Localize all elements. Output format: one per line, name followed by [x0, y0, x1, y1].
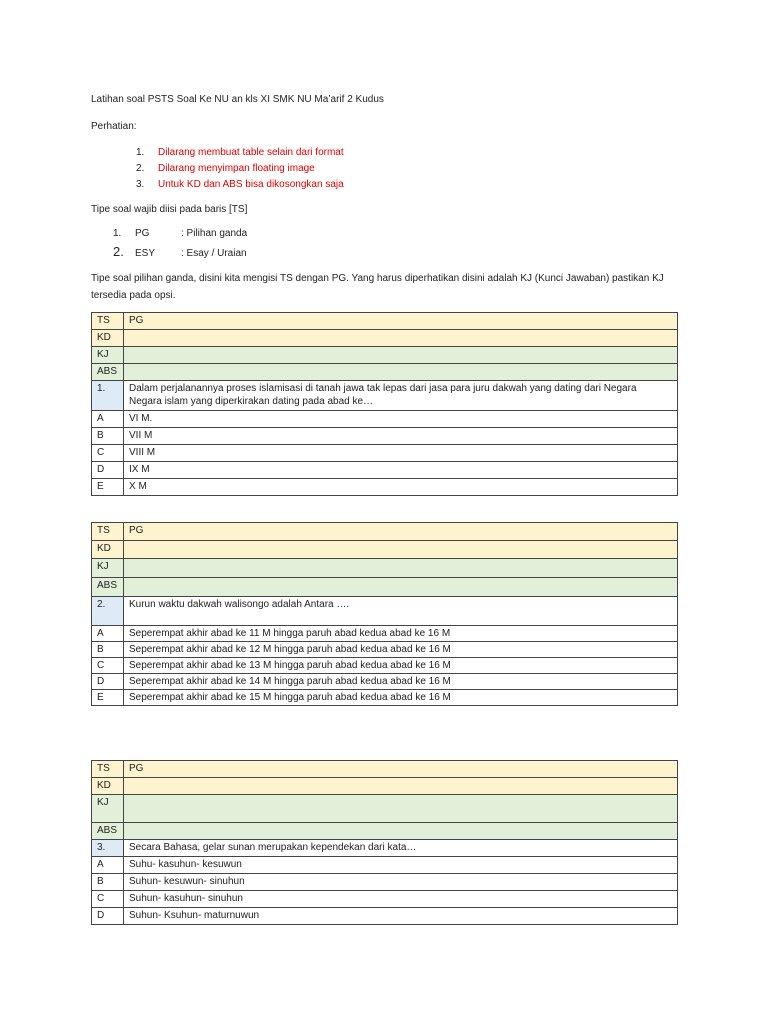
- option-text[interactable]: Seperempat akhir abad ke 14 M hingga paruh abad kedua abad ke 16 M: [124, 674, 678, 690]
- types-list: [113, 225, 247, 261]
- question-text[interactable]: Secara Bahasa, gelar sunan merupakan kependekan dari kata…: [124, 840, 678, 857]
- kd-value[interactable]: [124, 541, 678, 559]
- option-key: E: [92, 690, 124, 706]
- question-table-3: [91, 760, 678, 925]
- ts-label: TS: [92, 313, 124, 330]
- question-table-1: [91, 312, 678, 496]
- kd-label: KD: [92, 541, 124, 559]
- kj-value[interactable]: [124, 559, 678, 578]
- option-key: A: [92, 857, 124, 874]
- option-key: C: [92, 445, 124, 462]
- option-key: D: [92, 462, 124, 479]
- abs-value[interactable]: [124, 578, 678, 597]
- option-text[interactable]: IX M: [124, 462, 678, 479]
- option-key: D: [92, 908, 124, 925]
- tipe-intro: Tipe soal wajib diisi pada baris [TS]: [91, 204, 248, 215]
- option-key: D: [92, 674, 124, 690]
- option-key: C: [92, 658, 124, 674]
- option-text[interactable]: VII M: [124, 428, 678, 445]
- option-key: B: [92, 642, 124, 658]
- ts-value[interactable]: PG: [124, 761, 678, 778]
- type-item: 2. ESY : Esay / Uraian: [113, 244, 247, 259]
- option-key: B: [92, 874, 124, 891]
- question-table-2: [91, 522, 678, 706]
- question-text[interactable]: Kurun waktu dakwah walisongo adalah Antara ….: [124, 597, 678, 626]
- abs-value[interactable]: [124, 823, 678, 840]
- kd-label: KD: [92, 778, 124, 795]
- rule-item: 1. Dilarang membuat table selain dari format: [136, 147, 344, 158]
- kj-value[interactable]: [124, 795, 678, 823]
- option-key: B: [92, 428, 124, 445]
- option-text[interactable]: Suhu- kasuhun- kesuwun: [124, 857, 678, 874]
- kj-value[interactable]: [124, 347, 678, 364]
- option-text[interactable]: Seperempat akhir abad ke 11 M hingga paruh abad kedua abad ke 16 M: [124, 626, 678, 642]
- abs-label: ABS: [92, 578, 124, 597]
- option-text[interactable]: Suhun- Ksuhun- maturnuwun: [124, 908, 678, 925]
- option-key: C: [92, 891, 124, 908]
- rule-item: 3. Untuk KD dan ABS bisa dikosongkan saja: [136, 179, 344, 190]
- type-item: 1. PG : Pilihan ganda: [113, 228, 248, 239]
- option-text[interactable]: VIII M: [124, 445, 678, 462]
- abs-label: ABS: [92, 364, 124, 381]
- option-text[interactable]: Seperempat akhir abad ke 12 M hingga paruh abad kedua abad ke 16 M: [124, 642, 678, 658]
- rule-item: 2. Dilarang menyimpan floating image: [136, 163, 315, 174]
- abs-label: ABS: [92, 823, 124, 840]
- document-title: Latihan soal PSTS Soal Ke NU an kls XI SMK NU Ma’arif 2 Kudus: [91, 94, 384, 105]
- option-text[interactable]: Suhun- kasuhun- sinuhun: [124, 891, 678, 908]
- ts-value[interactable]: PG: [124, 313, 678, 330]
- kd-label: KD: [92, 330, 124, 347]
- pg-note: Tipe soal pilihan ganda, disini kita mengisi TS dengan PG. Yang harus diperhatikan disini adalah KJ (Kunci Jawaban) pastikan KJ tersedia pada opsi.: [91, 273, 664, 301]
- perhatian-label: Perhatian:: [91, 121, 137, 132]
- abs-value[interactable]: [124, 364, 678, 381]
- option-key: A: [92, 626, 124, 642]
- kd-value[interactable]: [124, 778, 678, 795]
- question-number: 2.: [92, 597, 124, 626]
- kj-label: KJ: [92, 559, 124, 578]
- ts-label: TS: [92, 761, 124, 778]
- option-text[interactable]: Suhun- kesuwun- sinuhun: [124, 874, 678, 891]
- kd-value[interactable]: [124, 330, 678, 347]
- ts-value[interactable]: PG: [124, 523, 678, 541]
- question-number: 3.: [92, 840, 124, 857]
- kj-label: KJ: [92, 347, 124, 364]
- option-text[interactable]: Seperempat akhir abad ke 13 M hingga paruh abad kedua abad ke 16 M: [124, 658, 678, 674]
- option-text[interactable]: VI M.: [124, 411, 678, 428]
- option-text[interactable]: X M: [124, 479, 678, 496]
- ts-label: TS: [92, 523, 124, 541]
- question-number: 1.: [92, 381, 124, 411]
- kj-label: KJ: [92, 795, 124, 823]
- option-key: A: [92, 411, 124, 428]
- option-key: E: [92, 479, 124, 496]
- rules-list: [136, 145, 344, 193]
- option-text[interactable]: Seperempat akhir abad ke 15 M hingga paruh abad kedua abad ke 16 M: [124, 690, 678, 706]
- question-text[interactable]: Dalam perjalanannya proses islamisasi di tanah jawa tak lepas dari jasa para juru dakwah yang dating dari Negara Negara islam yang diperkirakan dating pada abad ke…: [124, 381, 678, 411]
